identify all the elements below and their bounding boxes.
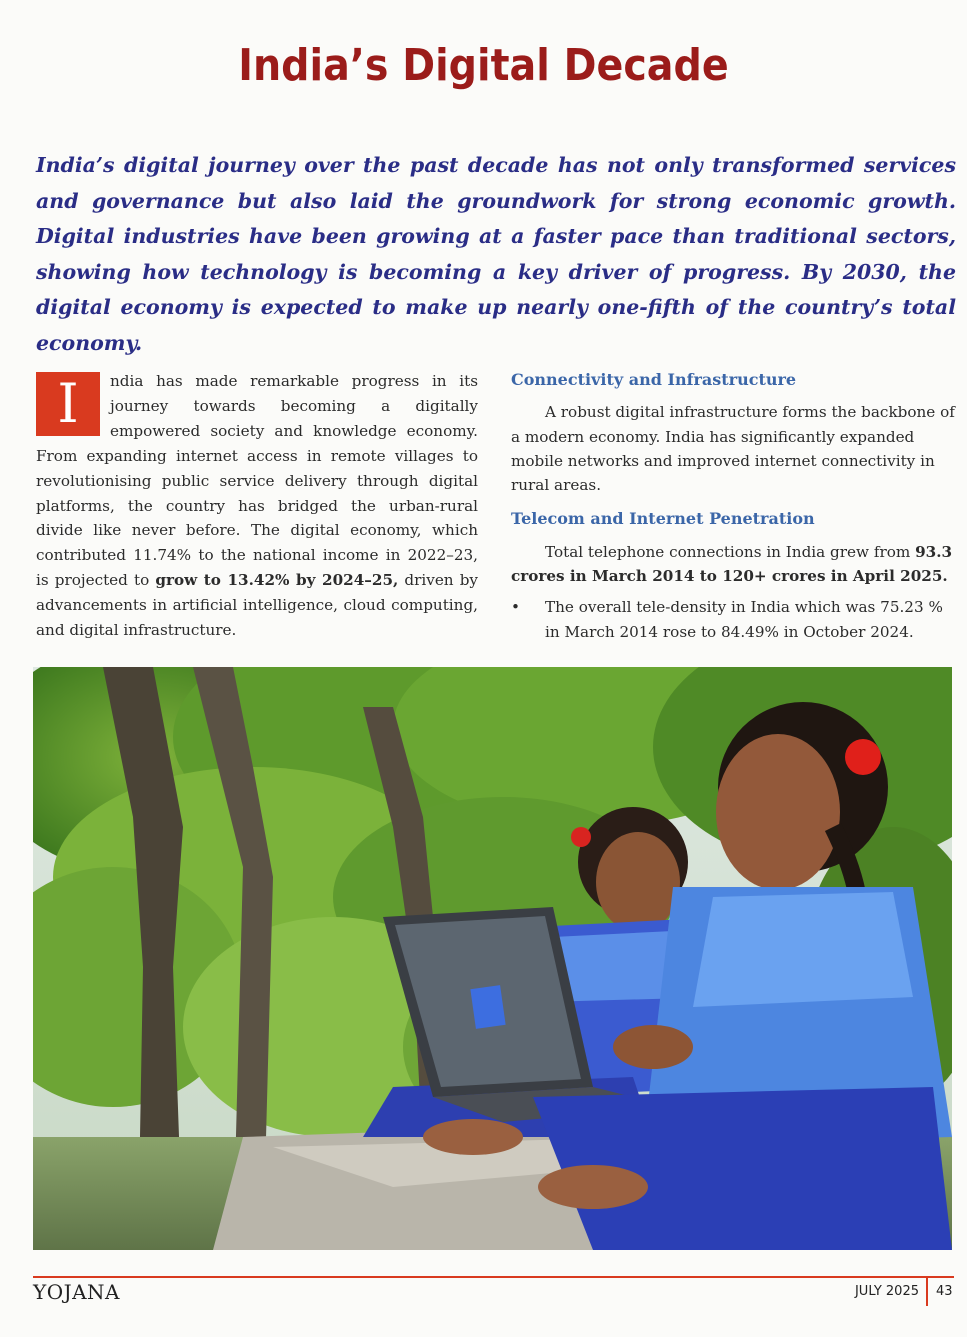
telecom-paragraph — [511, 540, 955, 589]
intro-text-bold: grow to 13.42% by 2024–25, — [155, 571, 399, 590]
telecom-text-bold: 93.3 crores in March 2014 to 120+ crores in April 2025. — [511, 542, 953, 586]
telecom-text: Total telephone connections in India grew from — [545, 542, 916, 561]
drop-cap: I — [36, 372, 100, 436]
right-column — [511, 368, 955, 644]
photo-girls-with-laptop — [33, 667, 952, 1250]
bullet-dot: • — [511, 598, 520, 617]
footer-issue-date: JULY 2025 — [854, 1284, 919, 1299]
footer-page-number: 43 — [936, 1284, 953, 1299]
bullet-text: The overall tele-density in India which was 75.23 % in March 2014 rose to 84.49% in October 2024. — [545, 598, 943, 641]
left-column — [36, 369, 478, 643]
footer-magazine-name: YOJANA — [33, 1280, 121, 1304]
intro-text-2: driven by advancements in artificial intelligence, cloud computing, and digital infrastructure. — [36, 571, 478, 640]
connectivity-paragraph: A robust digital infrastructure forms the backbone of a modern economy. India has significantly expanded mobile networks and improved internet connectivity in rural areas. — [511, 403, 955, 495]
heading-telecom: Telecom and Internet Penetration — [511, 509, 815, 529]
footer-rule — [33, 1276, 954, 1278]
intro-text-1: ndia has made remarkable progress in its journey towards becoming a digitally empowered society and knowledge economy. From expanding internet access in remote villages to revolutionising public service delivery through digital platforms, the country has bridged the urban-rural divide like never before. The digital economy, which contributed 11.74% to the national income in 2022–23, is projected to — [36, 372, 478, 590]
footer-separator — [926, 1276, 928, 1306]
article-title: India’s Digital Decade — [238, 40, 729, 91]
heading-connectivity: Connectivity and Infrastructure — [511, 370, 797, 389]
lede-paragraph: India’s digital journey over the past decade has not only transformed services and governance but also laid the groundwork for strong economic growth. Digital industries have been growing at a faster pace than traditional sectors, showing how technology is becoming a key driver of progress. By 2030, the digital economy is expected to make up nearly one-fifth of the country’s total economy. — [36, 153, 956, 355]
bullet-item — [511, 595, 955, 644]
